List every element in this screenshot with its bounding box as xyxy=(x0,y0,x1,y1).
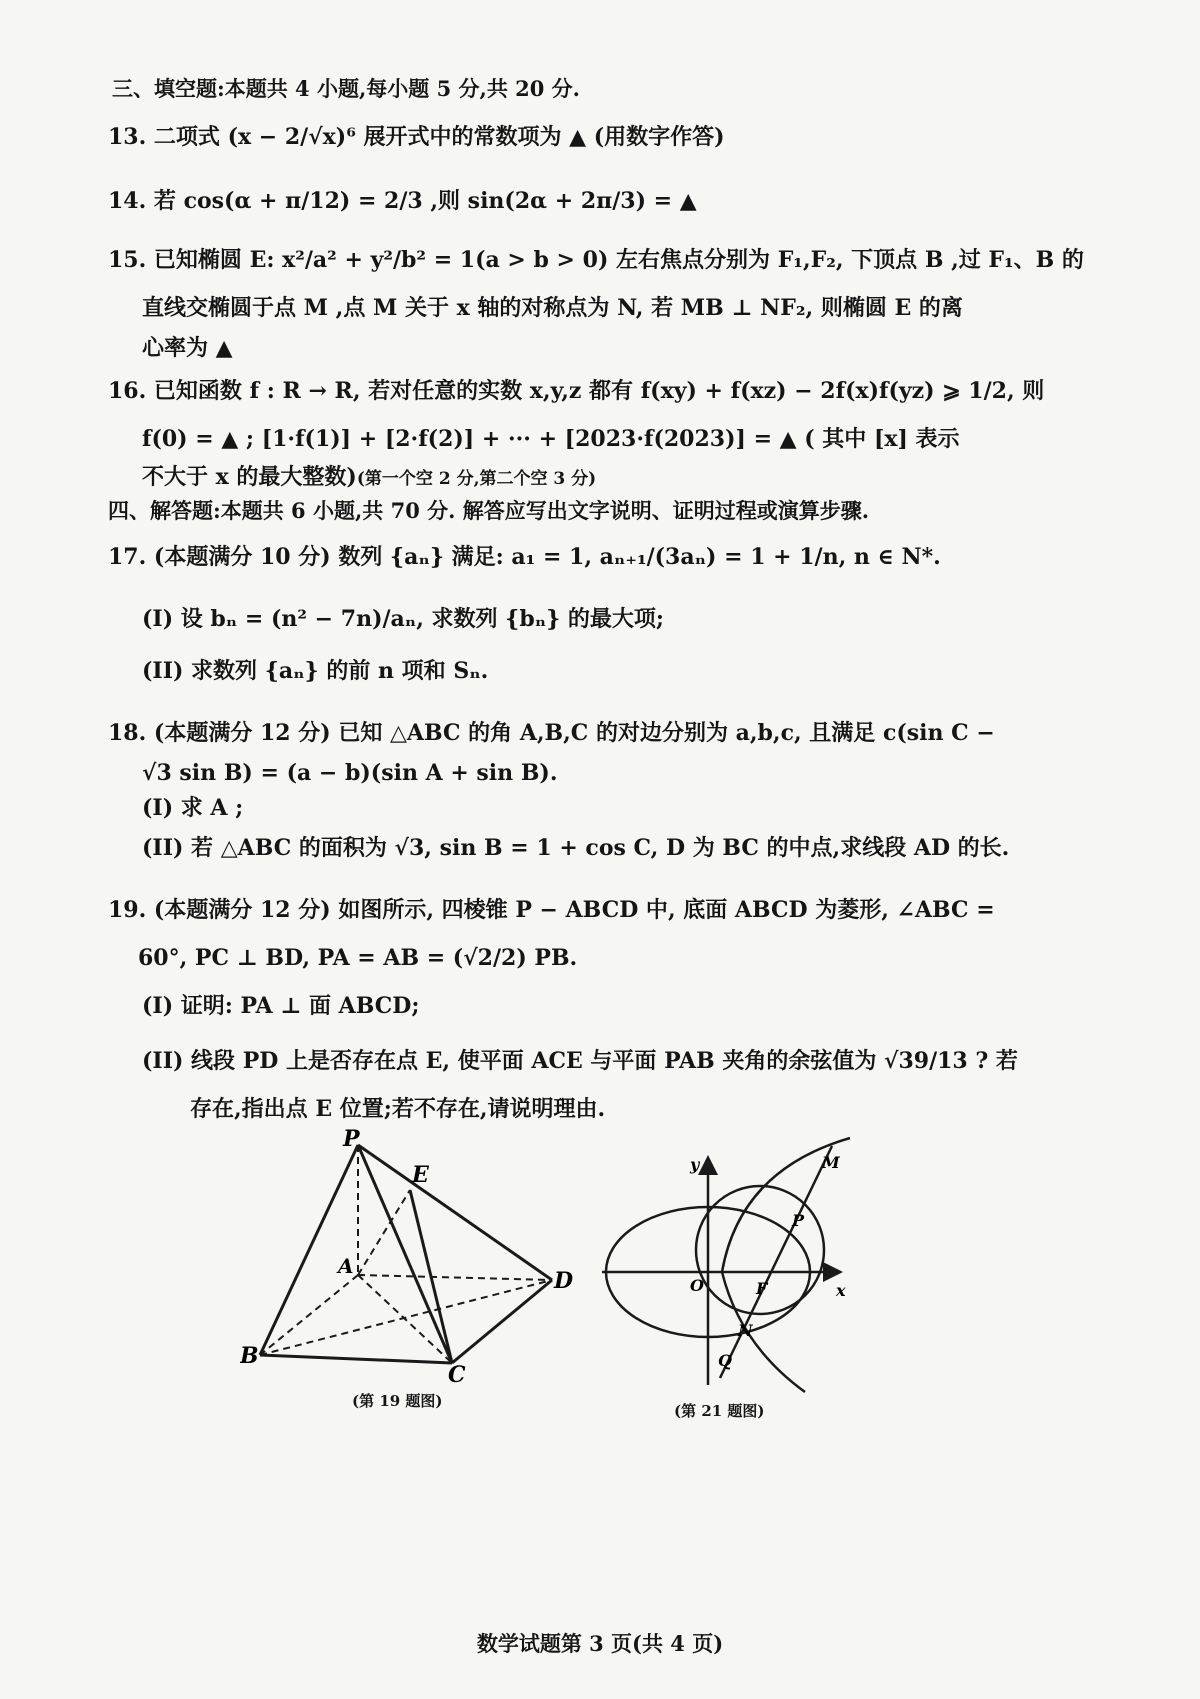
label-y: y xyxy=(690,1155,700,1174)
label-E: E xyxy=(412,1162,429,1188)
page-footer: 数学试题第 3 页(共 4 页) xyxy=(476,1631,724,1656)
label-A: A xyxy=(338,1254,354,1278)
question-16-line-3 xyxy=(142,462,596,494)
label-C: C xyxy=(448,1362,466,1388)
figure-21-conics xyxy=(598,1128,860,1398)
figure-19-pyramid xyxy=(240,1125,580,1395)
question-17-stem: 17. (本题满分 10 分) 数列 {aₙ} 满足: a₁ = 1, aₙ₊₁/(3aₙ) = 1 + 1/n, n ∈ N*. xyxy=(108,544,941,570)
question-19-part-2-line-1: (II) 线段 PD 上是否存在点 E, 使平面 ACE 与平面 PAB 夹角的余弦值为 √39/13 ? 若 xyxy=(142,1048,1018,1074)
question-16-line-3-text: 不大于 x 的最大整数) xyxy=(142,464,357,490)
question-19-part-1: (I) 证明: PA ⊥ 面 ABCD; xyxy=(142,993,420,1019)
line-MQ xyxy=(720,1146,832,1378)
label-x: x xyxy=(836,1281,846,1300)
question-15-line-2: 直线交椭圆于点 M ,点 M 关于 x 轴的对称点为 N, 若 MB ⊥ NF₂, 则椭圆 E 的离 xyxy=(142,295,963,321)
figure-21-caption: (第 21 题图) xyxy=(674,1402,765,1420)
question-16-line-2: f(0) = ▲ ; [1·f(1)] + [2·f(2)] + ··· + [2023·f(2023)] = ▲ ( 其中 [x] 表示 xyxy=(142,426,960,452)
question-16-line-1: 16. 已知函数 f : R → R, 若对任意的实数 x,y,z 都有 f(xy) + f(xz) − 2f(x)f(yz) ⩾ 1/2, 则 xyxy=(108,378,1045,404)
question-18-line-2: √3 sin B) = (a − b)(sin A + sin B). xyxy=(142,760,558,786)
label-P: P xyxy=(343,1126,360,1152)
section-3-heading: 三、填空题:本题共 4 小题,每小题 5 分,共 20 分. xyxy=(112,76,580,101)
edge-BC xyxy=(260,1355,452,1363)
question-15-line-1: 15. 已知椭圆 E: x²/a² + y²/b² = 1(a > b > 0) 左右焦点分别为 F₁,F₂, 下顶点 B ,过 F₁、B 的 xyxy=(108,247,1084,273)
label-P21: P xyxy=(792,1211,805,1230)
section-4-heading: 四、解答题:本题共 6 小题,共 70 分. 解答应写出文字说明、证明过程或演算步骤. xyxy=(108,498,870,523)
label-O: O xyxy=(690,1276,704,1295)
question-18-part-2: (II) 若 △ABC 的面积为 √3, sin B = 1 + cos C, D 为 BC 的中点,求线段 AD 的长. xyxy=(142,835,1010,861)
label-Q: Q xyxy=(718,1351,732,1370)
question-17-part-2: (II) 求数列 {aₙ} 的前 n 项和 Sₙ. xyxy=(142,658,489,684)
question-14: 14. 若 cos(α + π/12) = 2/3 ,则 sin(2α + 2π/3) = ▲ xyxy=(108,188,697,214)
question-13: 13. 二项式 (x − 2/√x)⁶ 展开式中的常数项为 ▲ (用数字作答) xyxy=(108,124,725,150)
question-16-score-note: (第一个空 2 分,第二个空 3 分) xyxy=(356,469,597,489)
question-15-line-3: 心率为 ▲ xyxy=(142,335,233,361)
parabola xyxy=(722,1138,850,1392)
label-M: M xyxy=(822,1153,840,1172)
edge-CD xyxy=(452,1280,552,1363)
hidden-edge-AD xyxy=(358,1275,552,1280)
question-19-line-2: 60°, PC ⊥ BD, PA = AB = (√2/2) PB. xyxy=(138,945,578,971)
question-17-part-1: (I) 设 bₙ = (n² − 7n)/aₙ, 求数列 {bₙ} 的最大项; xyxy=(142,606,665,632)
question-18-line-1: 18. (本题满分 12 分) 已知 △ABC 的角 A,B,C 的对边分别为 a,b,c, 且满足 c(sin C − xyxy=(108,720,995,746)
label-F: F xyxy=(756,1279,768,1298)
label-N: N xyxy=(738,1321,753,1340)
question-18-part-1: (I) 求 A ; xyxy=(142,795,244,821)
label-D: D xyxy=(554,1268,574,1294)
hidden-edge-AC xyxy=(358,1275,452,1363)
question-19-part-2-line-2: 存在,指出点 E 位置;若不存在,请说明理由. xyxy=(190,1096,606,1122)
edge-PB xyxy=(260,1145,358,1355)
label-B: B xyxy=(240,1343,259,1369)
question-19-line-1: 19. (本题满分 12 分) 如图所示, 四棱锥 P − ABCD 中, 底面 ABCD 为菱形, ∠ABC = xyxy=(108,897,995,923)
figure-19-caption: (第 19 题图) xyxy=(352,1392,443,1410)
